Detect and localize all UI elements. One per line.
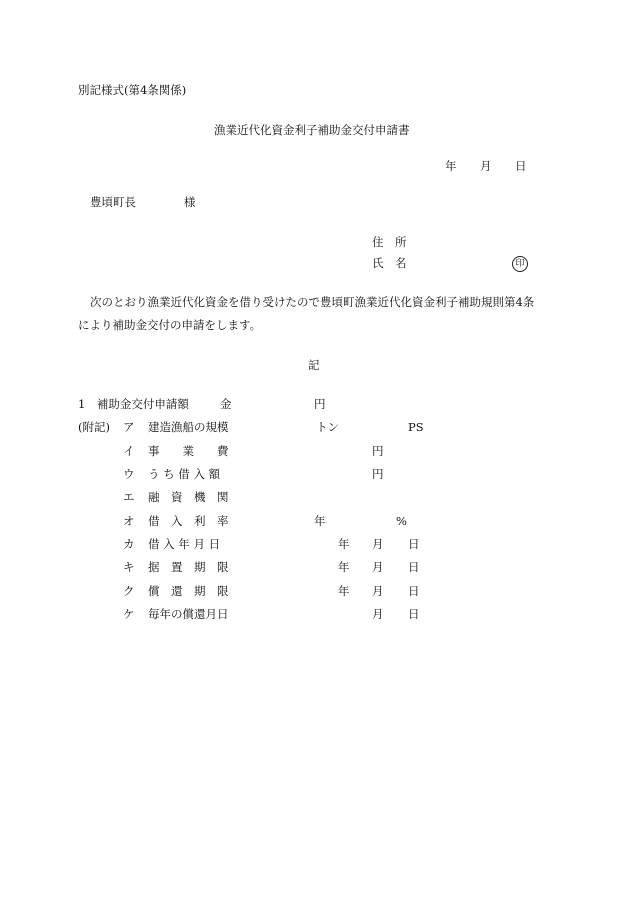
row-label: 建造漁船の規模	[148, 420, 229, 434]
document-title: 漁業近代化資金利子補助金交付申請書	[214, 123, 410, 137]
row-unit-percent: %	[396, 514, 407, 528]
addressee-honorific: 様	[184, 195, 196, 209]
applicant-address-label: 住 所	[372, 235, 407, 249]
row-year: 年	[338, 584, 350, 598]
row-month: 月	[372, 584, 384, 598]
row-month: 月	[372, 537, 384, 551]
row-label: 事 業 費	[148, 444, 229, 458]
row-day: 日	[408, 560, 420, 574]
body-line-1: 次のとおり漁業近代化資金を借り受けたので豊頃町漁業近代化資金利子補助規則第4条	[90, 295, 535, 309]
row-month: 月	[372, 560, 384, 574]
row-mark: オ	[123, 514, 135, 528]
row-label: 借 入 利 率	[148, 514, 229, 528]
item-1-label: 1 補助金交付申請額	[78, 397, 189, 411]
row-label: 借 入 年 月 日	[148, 537, 221, 551]
row-label: 融 資 機 関	[148, 490, 229, 504]
row-mark: キ	[123, 560, 135, 574]
row-mark: ク	[123, 584, 135, 598]
row-unit-nen: 年	[314, 514, 326, 528]
date-month: 月	[480, 159, 492, 173]
date-day: 日	[515, 159, 527, 173]
item-1-kin: 金	[220, 397, 232, 411]
row-month: 月	[372, 607, 384, 621]
row-unit-yen: 円	[372, 467, 384, 481]
row-mark: ウ	[123, 467, 135, 481]
row-unit-yen: 円	[372, 444, 384, 458]
form-label: 別記様式(第4条関係)	[78, 83, 187, 97]
row-day: 日	[408, 584, 420, 598]
applicant-name-label: 氏 名	[372, 256, 407, 270]
row-label: 毎年の償還月日	[148, 607, 229, 621]
row-mark: イ	[123, 444, 135, 458]
ki-heading: 記	[308, 358, 320, 372]
row-day: 日	[408, 607, 420, 621]
row-mark: カ	[123, 537, 135, 551]
row-unit-ton: トン	[316, 420, 339, 434]
row-label: う ち 借 入 額	[148, 467, 221, 481]
seal-icon: 印	[512, 256, 528, 272]
appendix-label: (附記)	[78, 420, 110, 434]
row-mark: ケ	[123, 607, 135, 621]
item-1-yen: 円	[314, 397, 326, 411]
row-year: 年	[338, 560, 350, 574]
row-day: 日	[408, 537, 420, 551]
row-year: 年	[338, 537, 350, 551]
body-line-2: により補助金交付の申請をします。	[78, 318, 262, 332]
addressee-name: 豊頃町長	[90, 195, 136, 209]
row-mark: エ	[123, 490, 135, 504]
row-label: 償 還 期 限	[148, 584, 229, 598]
row-unit-ps: PS	[408, 420, 424, 434]
row-mark: ア	[123, 420, 135, 434]
row-label: 据 置 期 限	[148, 560, 229, 574]
date-year: 年	[445, 159, 457, 173]
